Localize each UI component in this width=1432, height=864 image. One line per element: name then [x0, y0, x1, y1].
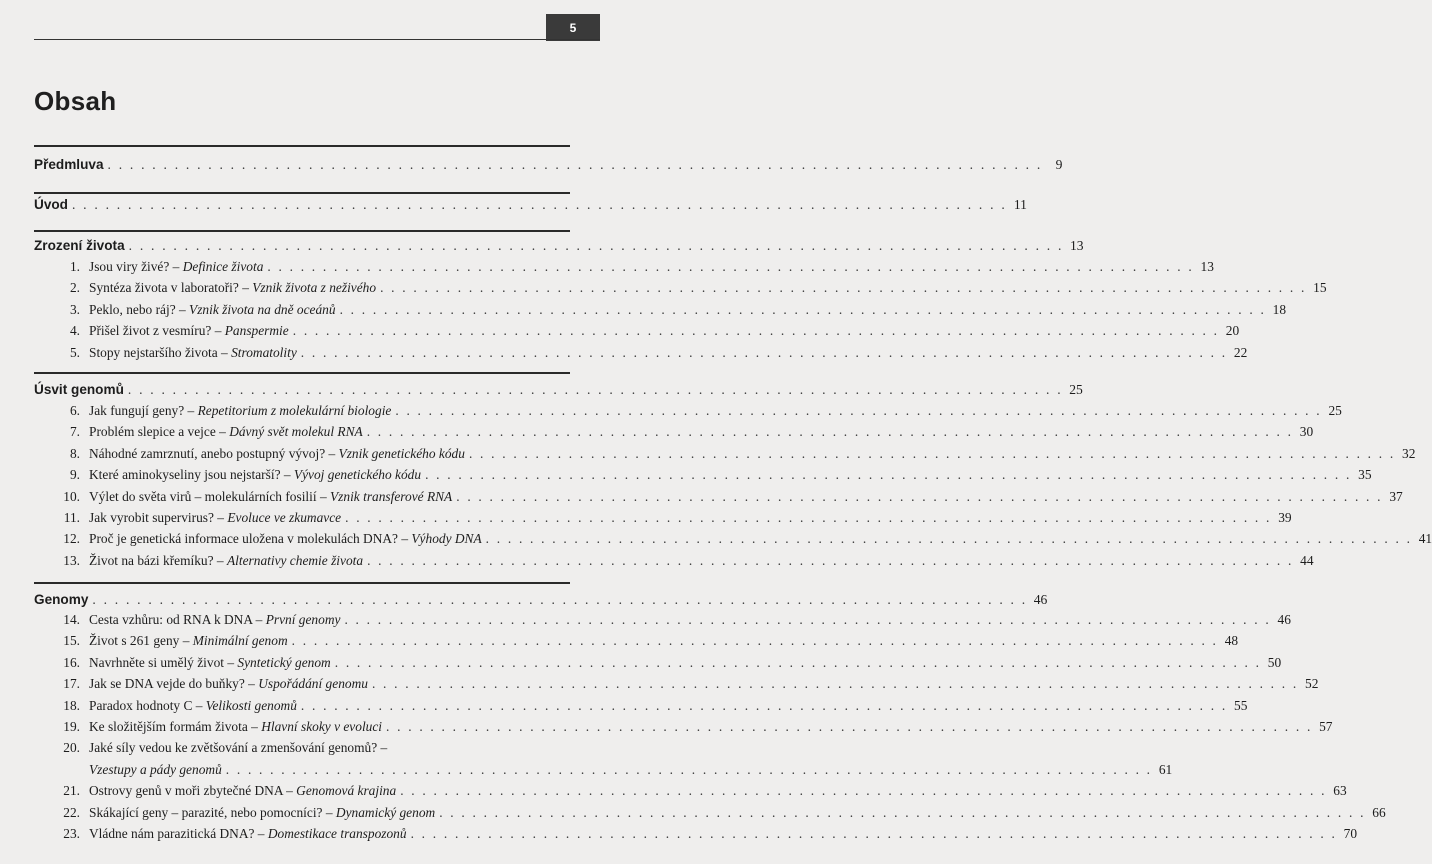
dot-leader: . . . . . . . . . . . . . . . . . . . . . . . . . . . . . . . . . . . . . . . . . . . . . . . . . . . . . . . . . . . . . . . . . . . . . . . . . . . . . . . . . . . .	[267, 259, 1194, 274]
chapter-question: Vládne nám parazitická DNA? –	[89, 826, 268, 841]
page-ref: 15	[1313, 280, 1327, 296]
chapter-question: Cesta vzhůru: od RNA k DNA –	[89, 612, 266, 627]
chapter-number: 22.	[63, 804, 80, 820]
chapter-title	[89, 403, 391, 419]
chapter-number: 7.	[69, 424, 80, 440]
section-heading: Předmluva	[34, 157, 104, 172]
chapter-title	[89, 345, 297, 361]
toc-chapter-entry[interactable]	[34, 488, 1403, 509]
dot-leader: . . . . . . . . . . . . . . . . . . . . . . . . . . . . . . . . . . . . . . . . . . . . . . . . . . . . . . . . . . . . . . . . . . . . . . . . . . . . . . . . . . . .	[92, 592, 1028, 607]
chapter-number: 3.	[69, 301, 80, 317]
dot-leader: . . . . . . . . . . . . . . . . . . . . . . . . . . . . . . . . . . . . . . . . . . . . . . . . . . . . . . . . . . . . . . . . . . . . . . . . . . . . . . . . . . . .	[225, 761, 1153, 777]
chapter-question: Jak se DNA vejde do buňky? –	[89, 676, 259, 692]
dot-leader: . . . . . . . . . . . . . . . . . . . . . . . . . . . . . . . . . . . . . . . . . . . . . . . . . . . . . . . . . . . . . . . . . . . . . . . . . . . . . . . . . . . .	[456, 488, 1383, 504]
chapter-number: 5.	[69, 344, 80, 360]
page-title: Obsah	[34, 86, 117, 116]
toc-chapter-entry[interactable]	[34, 783, 1347, 803]
toc-chapter-entry[interactable]	[34, 552, 1314, 573]
chapter-title	[89, 531, 482, 547]
dot-leader: . . . . . . . . . . . . . . . . . . . . . . . . . . . . . . . . . . . . . . . . . . . . . . . . . . . . . . . . . . . . . . . . . . . . . . . . . . . . . . . . . . . .	[386, 719, 1313, 734]
dot-leader: . . . . . . . . . . . . . . . . . . . . . . . . . . . . . . . . . . . . . . . . . . . . . . . . . . . . . . . . . . . . . . . . . . . . . . . . . . . . . . . . . . . .	[128, 238, 1064, 253]
page-ref: 30	[1299, 424, 1314, 440]
chapter-number: 17.	[63, 676, 80, 692]
chapter-number: 15.	[63, 633, 80, 649]
toc-chapter-entry[interactable]	[34, 531, 1432, 551]
chapter-number: 19.	[63, 719, 80, 734]
dot-leader: . . . . . . . . . . . . . . . . . . . . . . . . . . . . . . . . . . . . . . . . . . . . . . . . . . . . . . . . . . . . . . . . . . . . . . . . . . . . . . . . . . . .	[439, 804, 1366, 820]
chapter-question: Jak fungují geny? –	[89, 403, 198, 418]
dot-leader: . . . . . . . . . . . . . . . . . . . . . . . . . . . . . . . . . . . . . . . . . . . . . . . . . . . . . . . . . . . . . . . . . . . . . . . . . . . . . . . . . . . .	[339, 301, 1267, 317]
chapter-subtitle: Definice života	[182, 259, 264, 274]
chapter-subtitle: Vzestupy a pády genomů	[89, 761, 222, 777]
page-ref: 50	[1267, 654, 1282, 670]
chapter-number: 9.	[69, 467, 80, 483]
dot-leader: . . . . . . . . . . . . . . . . . . . . . . . . . . . . . . . . . . . . . . . . . . . . . . . . . . . . . . . . . . . . . . . . . . . . . . . . . . . . . . . . . . . .	[300, 697, 1228, 713]
chapter-title	[89, 467, 421, 483]
chapter-subtitle: První genomy	[265, 612, 341, 627]
page-number: 5	[546, 14, 600, 41]
chapter-title	[89, 302, 336, 318]
chapter-subtitle: Velikosti genomů	[205, 697, 297, 713]
chapter-subtitle: Vznik života z neživého	[252, 280, 377, 296]
page-ref: 37	[1389, 488, 1403, 504]
chapter-question: Jak vyrobit supervirus? –	[89, 510, 228, 525]
page-ref: 32	[1402, 445, 1416, 461]
toc-chapter-entry[interactable]	[34, 654, 1282, 675]
dot-leader: . . . . . . . . . . . . . . . . . . . . . . . . . . . . . . . . . . . . . . . . . . . . . . . . . . . . . . . . . . . . . . . . . . . . . . . . . . . . . . . . . . . .	[334, 654, 1262, 670]
chapter-title	[89, 259, 263, 275]
dot-leader: . . . . . . . . . . . . . . . . . . . . . . . . . . . . . . . . . . . . . . . . . . . . . . . . . . . . . . . . . . . . . . . . . . . . . . . . . . . . . . . . . . . .	[410, 826, 1338, 841]
toc-chapter-entry[interactable]	[34, 280, 1327, 300]
chapter-subtitle: Dynamický genom	[335, 804, 436, 820]
toc-chapter-entry[interactable]	[34, 633, 1239, 653]
toc-chapter-entry[interactable]	[34, 719, 1333, 739]
chapter-title	[89, 446, 465, 462]
chapter-question: Proč je genetická informace uložena v molekulách DNA? –	[89, 531, 412, 547]
chapter-title	[89, 655, 331, 671]
page-ref: 55	[1234, 697, 1248, 713]
chapter-subtitle: Syntetický genom	[237, 654, 331, 670]
page-ref: 52	[1305, 676, 1319, 692]
chapter-subtitle: Domestikace transpozonů	[267, 826, 407, 841]
section-rule	[34, 145, 570, 147]
page-ref: 11	[1013, 197, 1027, 212]
chapter-question: Syntéza života v laboratoři? –	[89, 280, 253, 296]
section-rule	[34, 582, 570, 584]
toc-section-entry[interactable]	[34, 238, 1084, 258]
chapter-subtitle: Panspermie	[224, 323, 289, 339]
toc-section-entry[interactable]	[34, 592, 1048, 612]
page-ref: 70	[1343, 826, 1358, 841]
dot-leader: . . . . . . . . . . . . . . . . . . . . . . . . . . . . . . . . . . . . . . . . . . . . . . . . . . . . . . . . . . . . . . . . . . . . . . . . . . . . . . . . . . . .	[345, 510, 1272, 525]
header-rule	[34, 39, 600, 40]
chapter-question: Stopy nejstaršího života –	[89, 344, 232, 360]
dot-leader: . . . . . . . . . . . . . . . . . . . . . . . . . . . . . . . . . . . . . . . . . . . . . . . . . . . . . . . . . . . . . . . . . . . . . . . . . . . . . . . . . . . .	[371, 676, 1299, 692]
chapter-number: 2.	[69, 280, 80, 296]
dot-leader: . . . . . . . . . . . . . . . . . . . . . . . . . . . . . . . . . . . . . . . . . . . . . . . . . . . . . . . . . . . . . . . . . . . . . . . . . . . . . . . . . . . .	[380, 280, 1307, 296]
toc-chapter-entry[interactable]	[34, 697, 1248, 718]
chapter-number: 12.	[63, 531, 80, 547]
chapter-question: Život na bázi křemíku? –	[89, 552, 227, 568]
chapter-subtitle: Vývoj genetického kódu	[293, 467, 422, 483]
dot-leader: . . . . . . . . . . . . . . . . . . . . . . . . . . . . . . . . . . . . . . . . . . . . . . . . . . . . . . . . . . . . . . . . . . . . . . . . . . . . . . . . . . . .	[395, 403, 1322, 418]
page-ref: 18	[1272, 301, 1287, 317]
chapter-subtitle: Minimální genom	[192, 633, 288, 649]
chapter-question: Přišel život z vesmíru? –	[89, 323, 225, 339]
chapter-title	[89, 612, 340, 628]
dot-leader: . . . . . . . . . . . . . . . . . . . . . . . . . . . . . . . . . . . . . . . . . . . . . . . . . . . . . . . . . . . . . . . . . . . . . . . . . . . . . . . . . . . .	[71, 197, 1007, 212]
chapter-title	[89, 740, 387, 756]
page-ref: 39	[1278, 510, 1292, 525]
chapter-number: 21.	[63, 783, 80, 799]
chapter-subtitle: Genomová krajina	[296, 783, 397, 799]
chapter-title	[89, 553, 363, 569]
chapter-subtitle: Uspořádání genomu	[258, 676, 368, 692]
page-ref: 66	[1372, 804, 1386, 820]
section-rule	[34, 372, 570, 374]
chapter-title	[89, 719, 382, 735]
chapter-question: Jsou viry živé? –	[89, 259, 183, 274]
toc-chapter-entry[interactable]	[34, 259, 1214, 279]
chapter-title	[89, 676, 368, 692]
chapter-question: Skákající geny – parazité, nebo pomocníci? –	[89, 804, 336, 820]
chapter-subtitle: Evoluce ve zkumavce	[227, 510, 342, 525]
page-ref: 25	[1069, 382, 1083, 397]
toc-chapter-entry[interactable]	[34, 424, 1314, 444]
chapter-title	[89, 489, 452, 505]
page-ref: 57	[1319, 719, 1333, 734]
chapter-title	[89, 698, 297, 714]
chapter-subtitle: Hlavní skoky v evoluci	[261, 719, 383, 734]
chapter-number: 10.	[63, 488, 80, 504]
chapter-subtitle: Vznik transferové RNA	[330, 488, 453, 504]
toc-chapter-entry[interactable]	[34, 676, 1319, 696]
dot-leader: . . . . . . . . . . . . . . . . . . . . . . . . . . . . . . . . . . . . . . . . . . . . . . . . . . . . . . . . . . . . . . . . . . . . . . . . . . . . . . . . . . . .	[468, 445, 1396, 461]
toc-section-entry[interactable]	[34, 157, 1063, 177]
chapter-title	[89, 633, 288, 649]
page-ref: 46	[1033, 592, 1048, 607]
page-ref: 61	[1158, 761, 1173, 777]
page-ref: 22	[1233, 344, 1248, 360]
chapter-number: 11.	[63, 510, 80, 525]
chapter-title	[89, 783, 396, 799]
page-ref: 41	[1418, 531, 1432, 547]
chapter-subtitle: Alternativy chemie života	[226, 552, 364, 568]
chapter-question: Navrhněte si umělý život –	[89, 654, 238, 670]
dot-leader: . . . . . . . . . . . . . . . . . . . . . . . . . . . . . . . . . . . . . . . . . . . . . . . . . . . . . . . . . . . . . . . . . . . . . . . . . . . . . . . . . . . .	[127, 382, 1063, 397]
chapter-number: 14.	[63, 612, 80, 627]
toc-chapter-entry[interactable]	[34, 740, 572, 760]
chapter-title	[89, 280, 376, 296]
page-ref: 35	[1358, 467, 1372, 483]
chapter-question: Problém slepice a vejce –	[89, 424, 230, 440]
section-heading: Úvod	[34, 197, 68, 212]
dot-leader: . . . . . . . . . . . . . . . . . . . . . . . . . . . . . . . . . . . . . . . . . . . . . . . . . . . . . . . . . . . . . . . . . . . . . . . . . . . . . . . . . . . .	[300, 344, 1228, 360]
section-heading: Úsvit genomů	[34, 382, 124, 397]
chapter-question: Život s 261 geny –	[89, 633, 193, 649]
toc-chapter-entry[interactable]	[34, 612, 1291, 632]
chapter-question: Paradox hodnoty C –	[89, 697, 206, 713]
dot-leader: . . . . . . . . . . . . . . . . . . . . . . . . . . . . . . . . . . . . . . . . . . . . . . . . . . . . . . . . . . . . . . . . . . . . . . . . . . . . . . . . . . . .	[367, 552, 1294, 568]
chapter-number: 13.	[63, 552, 80, 568]
chapter-question: Ostrovy genů v moři zbytečné DNA –	[89, 783, 297, 799]
chapter-subtitle: Výhody DNA	[411, 531, 482, 547]
chapter-subtitle: Repetitorium z molekulární biologie	[197, 403, 392, 418]
chapter-question: Ke složitějším formám života –	[89, 719, 262, 734]
page-ref: 9	[1055, 157, 1063, 172]
chapter-title	[89, 826, 407, 842]
chapter-title	[89, 323, 289, 339]
chapter-title	[34, 762, 222, 778]
page-ref: 13	[1070, 238, 1084, 253]
toc-chapter-entry[interactable]	[34, 804, 1386, 825]
dot-leader: . . . . . . . . . . . . . . . . . . . . . . . . . . . . . . . . . . . . . . . . . . . . . . . . . . . . . . . . . . . . . . . . . . . . . . . . . . . . . . . . . . . .	[425, 467, 1352, 483]
toc-chapter-entry[interactable]	[34, 344, 1248, 365]
dot-leader: . . . . . . . . . . . . . . . . . . . . . . . . . . . . . . . . . . . . . . . . . . . . . . . . . . . . . . . . . . . . . . . . . . . . . . . . . . . . . . . . . . . .	[344, 612, 1271, 627]
dot-leader: . . . . . . . . . . . . . . . . . . . . . . . . . . . . . . . . . . . . . . . . . . . . . . . . . . . . . . . . . . . . . . . . . . . . . . . . . . . . . . . . . . . .	[366, 424, 1294, 440]
toc-chapter-entry[interactable]	[34, 301, 1287, 322]
page-ref: 25	[1328, 403, 1342, 418]
chapter-question: Výlet do světa virů – molekulárních fosilií –	[89, 488, 330, 504]
toc-section-entry[interactable]	[34, 382, 1083, 402]
chapter-title	[89, 805, 435, 821]
chapter-number: 18.	[63, 697, 80, 713]
chapter-number: 16.	[63, 654, 80, 670]
toc-chapter-entry[interactable]	[34, 323, 1240, 343]
section-rule	[34, 192, 570, 194]
page-ref: 13	[1200, 259, 1214, 274]
chapter-number: 1.	[69, 259, 80, 274]
chapter-question: Peklo, nebo ráj? –	[89, 301, 190, 317]
dot-leader: . . . . . . . . . . . . . . . . . . . . . . . . . . . . . . . . . . . . . . . . . . . . . . . . . . . . . . . . . . . . . . . . . . . . . . . . . . . . . . . . . . . .	[292, 323, 1220, 339]
chapter-subtitle: Stromatolity	[231, 344, 297, 360]
chapter-title	[89, 510, 341, 526]
chapter-question: Jaké síly vedou ke zvětšování a zmenšování genomů? –	[89, 740, 388, 756]
chapter-question: Které aminokyseliny jsou nejstarší? –	[89, 467, 294, 483]
chapter-number: 8.	[69, 445, 80, 461]
chapter-title	[89, 424, 363, 440]
toc-chapter-entry[interactable]	[34, 467, 1372, 487]
dot-leader: . . . . . . . . . . . . . . . . . . . . . . . . . . . . . . . . . . . . . . . . . . . . . . . . . . . . . . . . . . . . . . . . . . . . . . . . . . . . . . . . . . . .	[400, 783, 1327, 799]
chapter-question: Náhodné zamrznutí, anebo postupný vývoj? –	[89, 445, 339, 461]
page-ref: 48	[1224, 633, 1239, 649]
toc-chapter-entry[interactable]	[34, 510, 1292, 530]
page-ref: 63	[1333, 783, 1347, 799]
chapter-subtitle: Vznik života na dně oceánů	[189, 301, 336, 317]
page-ref: 20	[1225, 323, 1240, 339]
dot-leader: . . . . . . . . . . . . . . . . . . . . . . . . . . . . . . . . . . . . . . . . . . . . . . . . . . . . . . . . . . . . . . . . . . . . . . . . . . . . . . . . . . . .	[107, 157, 1043, 172]
chapter-subtitle: Dávný svět molekul RNA	[229, 424, 363, 440]
toc-chapter-entry[interactable]	[34, 826, 1358, 846]
toc-chapter-entry[interactable]	[34, 403, 1342, 423]
page-ref: 46	[1277, 612, 1291, 627]
section-heading: Genomy	[34, 592, 89, 607]
chapter-number: 4.	[69, 323, 80, 339]
dot-leader: . . . . . . . . . . . . . . . . . . . . . . . . . . . . . . . . . . . . . . . . . . . . . . . . . . . . . . . . . . . . . . . . . . . . . . . . . . . . . . . . . . . .	[485, 531, 1413, 547]
chapter-number: 23.	[63, 826, 80, 841]
dot-leader: . . . . . . . . . . . . . . . . . . . . . . . . . . . . . . . . . . . . . . . . . . . . . . . . . . . . . . . . . . . . . . . . . . . . . . . . . . . . . . . . . . . .	[291, 633, 1219, 649]
section-heading: Zrození života	[34, 238, 125, 253]
toc-chapter-entry[interactable]	[34, 445, 1416, 466]
toc-chapter-entry[interactable]	[34, 761, 1173, 782]
chapter-number: 6.	[69, 403, 80, 418]
toc-section-entry[interactable]	[34, 197, 1027, 217]
section-rule	[34, 230, 570, 232]
chapter-subtitle: Vznik genetického kódu	[338, 445, 465, 461]
chapter-number: 20.	[63, 740, 80, 756]
page-ref: 44	[1300, 552, 1314, 568]
